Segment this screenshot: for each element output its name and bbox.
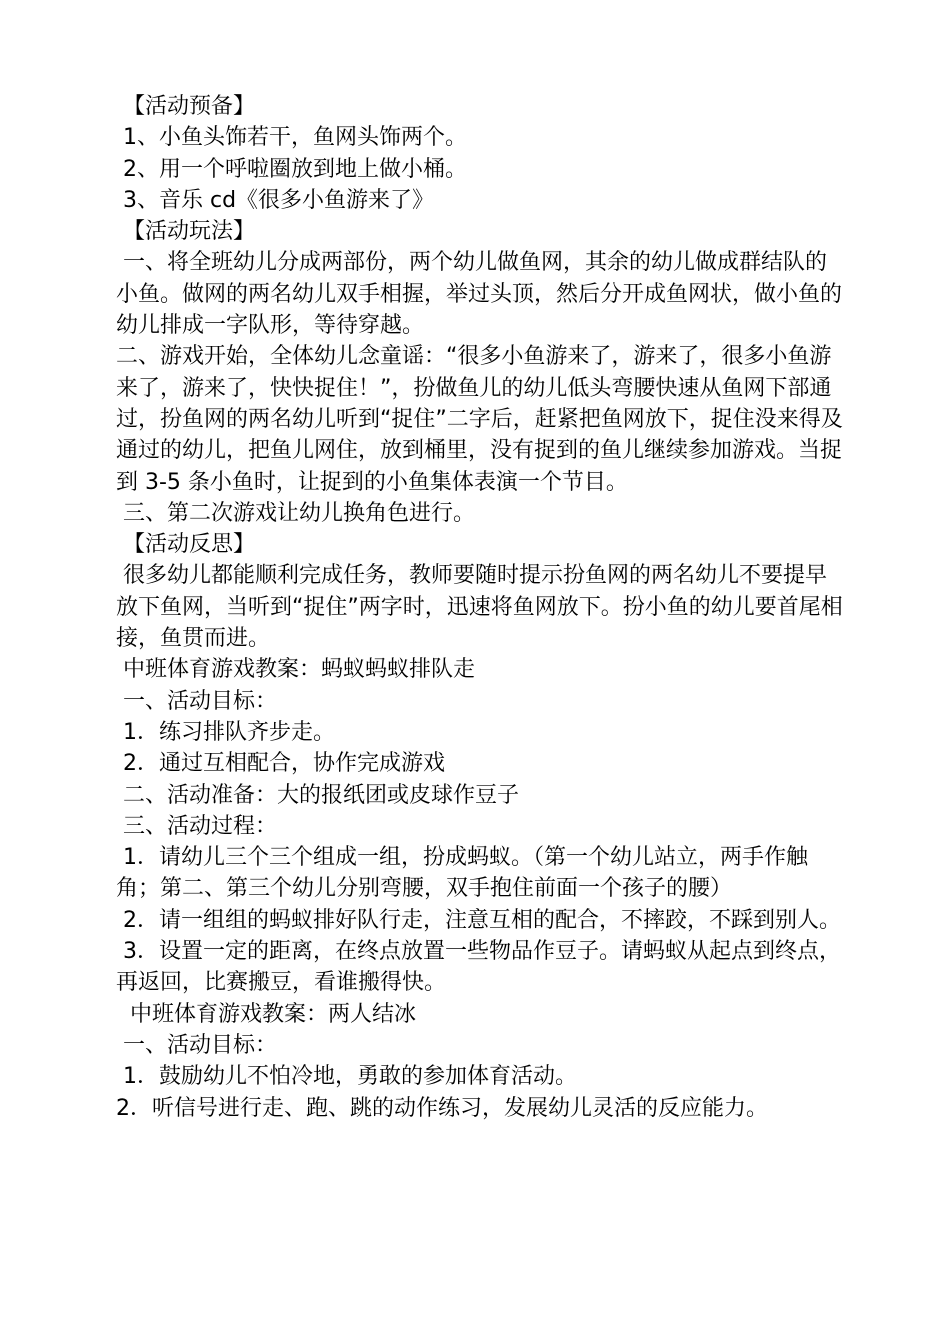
lesson-title-ants: 中班体育游戏教案：蚂蚁蚂蚁排队走 (116, 657, 476, 683)
paragraph: 三、第二次游戏让幼儿换角色进行。 (116, 500, 476, 526)
list-item: 3．设置一定的距离，在终点放置一些物品作豆子。请蚂蚁从起点到终点，再返回，比赛搬豆，看谁搬得快。 (116, 939, 841, 996)
paragraph: 很多幼儿都能顺利完成任务，教师要随时提示扮鱼网的两名幼儿不要提早放下鱼网，当听到“捉住”两字时，迅速将鱼网放下。扮小鱼的幼儿要首尾相接，鱼贯而进。 (116, 563, 843, 652)
list-item: 1．请幼儿三个三个组成一组，扮成蚂蚁。（第一个幼儿站立，两手作触角；第二、第三个幼儿分别弯腰，双手抱住前面一个孩子的腰） (116, 845, 808, 902)
section-heading-preparation: 【活动预备】 (116, 94, 256, 119)
list-item: 2．请一组组的蚂蚁排好队行走，注意互相的配合，不摔跤，不踩到别人。 (116, 907, 841, 933)
list-item: 1．鼓励幼儿不怕冷地，勇敢的参加体育活动。 (116, 1064, 577, 1090)
paragraph: 一、将全班幼儿分成两部份，两个幼儿做鱼网，其余的幼儿做成群结队的小鱼。做网的两名幼儿双手相握，举过头顶，然后分开成鱼网状，做小鱼的幼儿排成一字队形，等待穿越。 (116, 250, 843, 339)
section-heading-reflection: 【活动反思】 (116, 532, 256, 558)
subheading: 三、活动过程： (116, 813, 278, 839)
list-item: 2．听信号进行走、跑、跳的动作练习，发展幼儿灵活的反应能力。 (116, 1095, 768, 1121)
subheading: 一、活动目标： (116, 1032, 278, 1058)
list-item: 2．通过互相配合，协作完成游戏 (116, 751, 445, 777)
document-body (116, 91, 844, 1124)
lesson-title-freeze: 中班体育游戏教案：两人结冰 (116, 1001, 417, 1027)
subheading: 一、活动目标： (116, 688, 278, 714)
subheading: 二、活动准备：大的报纸团或皮球作豆子 (116, 782, 520, 808)
list-item: 3、音乐 cd《很多小鱼游来了》 (116, 187, 435, 213)
section-heading-gameplay: 【活动玩法】 (116, 219, 256, 245)
list-item: 1、小鱼头饰若干，鱼网头饰两个。 (116, 125, 467, 151)
list-item: 2、用一个呼啦圈放到地上做小桶。 (116, 156, 467, 182)
list-item: 1．练习排队齐步走。 (116, 719, 335, 745)
paragraph: 二、游戏开始，全体幼儿念童谣：“很多小鱼游来了，游来了，很多小鱼游来了，游来了，快快捉住！”，扮做鱼儿的幼儿低头弯腰快速从鱼网下部通过，扮鱼网的两名幼儿听到“捉住”二字后，赶紧把鱼网放下，捉住没来得及通过的幼儿，把鱼儿网住，放到桶里，没有捉到的鱼儿继续参加游戏。当捉到 3-5 条小鱼时，让捉到的小鱼集体表演一个节目。 (116, 344, 843, 495)
